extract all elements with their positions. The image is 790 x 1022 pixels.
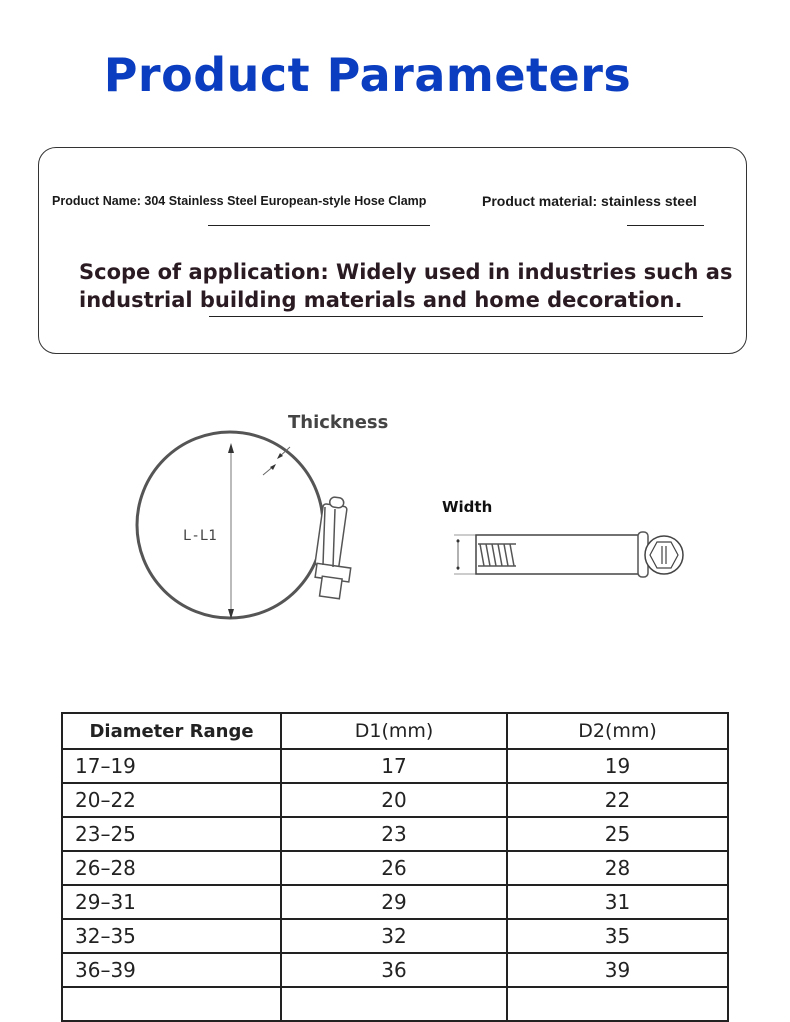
thickness-label: Thickness — [288, 412, 389, 433]
header-diameter-range: Diameter Range — [62, 713, 281, 749]
table-row — [62, 919, 728, 953]
width-label: Width — [442, 498, 493, 516]
underline-scope — [209, 316, 703, 317]
table-row — [62, 749, 728, 783]
cell-d2: 22 — [507, 783, 728, 817]
cell-d1: 23 — [281, 817, 507, 851]
table-row — [62, 783, 728, 817]
hose-clamp-side-diagram — [450, 530, 690, 585]
cell-d2: 28 — [507, 851, 728, 885]
header-d2: D2(mm) — [507, 713, 728, 749]
cell-diameter-range: 26–28 — [62, 851, 281, 885]
cell-d1: 29 — [281, 885, 507, 919]
page-title: Product Parameters — [103, 48, 632, 102]
product-name-text: Product Name: 304 Stainless Steel European-style Hose Clamp — [52, 194, 427, 208]
diameter-label: L-L1 — [183, 528, 217, 544]
cell-d2: 35 — [507, 919, 728, 953]
table-row — [62, 885, 728, 919]
cell-d2: 25 — [507, 817, 728, 851]
clamp-band-circle — [137, 432, 323, 618]
cell-d2: 19 — [507, 749, 728, 783]
cell-d1: 36 — [281, 953, 507, 987]
table-header-row — [62, 713, 728, 749]
table-row — [62, 953, 728, 987]
screw-housing — [315, 497, 351, 599]
hose-clamp-round-diagram — [125, 425, 385, 625]
underline-product-material — [627, 225, 704, 226]
table-row-partial — [62, 987, 728, 1021]
cell-d2: 31 — [507, 885, 728, 919]
cell-diameter-range: 29–31 — [62, 885, 281, 919]
cell-d1: 32 — [281, 919, 507, 953]
table-row — [62, 817, 728, 851]
underline-product-name — [208, 225, 430, 226]
cell-diameter-range: 32–35 — [62, 919, 281, 953]
cell-d1: 17 — [281, 749, 507, 783]
cell-diameter-range: 20–22 — [62, 783, 281, 817]
screw-housing-body — [476, 535, 644, 574]
size-table — [61, 712, 729, 1022]
product-info-box — [38, 147, 747, 354]
cell-d1: 26 — [281, 851, 507, 885]
cell-d2: 39 — [507, 953, 728, 987]
arrow-head-top — [228, 443, 234, 453]
product-material-text: Product material: stainless steel — [482, 193, 697, 209]
cell-diameter-range: 36–39 — [62, 953, 281, 987]
scope-of-application-text: Scope of application: Widely used in industries such as industrial building materials and home decoration. — [79, 260, 733, 312]
cell-diameter-range: 23–25 — [62, 817, 281, 851]
table-row — [62, 851, 728, 885]
header-d1: D1(mm) — [281, 713, 507, 749]
cell-d1: 20 — [281, 783, 507, 817]
thickness-arrow-head-inner — [270, 464, 276, 470]
cell-diameter-range: 17–19 — [62, 749, 281, 783]
